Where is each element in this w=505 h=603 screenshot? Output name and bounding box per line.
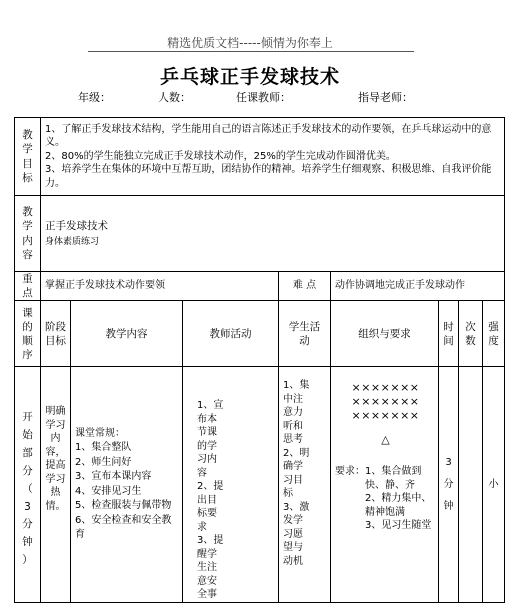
advisor-label: 指导老师： (358, 91, 413, 104)
col-org: 组织与要求 (331, 301, 439, 367)
page-title: 乒乓球正手发球技术 (159, 66, 340, 88)
col-stage: 阶段 目标 (41, 301, 71, 367)
objective-item: 1、了解正手发球技术结构，学生能用自己的语言陈述正手发球技术的动作要领，在乒乓球运动中的意义。 (45, 123, 492, 149)
objective-content (41, 118, 505, 196)
count-label: 人数： (158, 91, 191, 104)
content-row (15, 196, 505, 272)
opening-content (71, 367, 183, 603)
focus-label: 重 点 (15, 272, 41, 301)
formation-row: ××××××× (351, 408, 420, 422)
list-item: 1、集合整队 (75, 442, 132, 454)
requirements-label: 要求： (335, 466, 365, 478)
content-body (41, 196, 505, 272)
focus-row (15, 272, 505, 301)
content-main: 正手发球技术 (45, 220, 108, 233)
difficulty-label: 难 点 (279, 272, 331, 301)
header-divider (88, 51, 414, 52)
col-content: 教学内容 (71, 301, 183, 367)
objective-item: 2、80%的学生能独立完成正手发球技术动作，25%的学生完成动作圆滑优美。 (45, 150, 396, 162)
teacher-position-mark: △ (381, 432, 390, 446)
objective-item: 3、培养学生在集体的环境中互帮互助，团结协作的精神。培养学生仔细观察、积极思维、自我评价能力。 (45, 164, 492, 189)
formation-row: ××××××× (351, 381, 420, 395)
objective-row (15, 118, 505, 196)
difficulty-text: 动作协调地完成正手发球动作 (331, 272, 505, 301)
opening-teacher: 1、宣 布本 节课 的学 习内 容 2、提 出目 标要 求 3、提 醒学 生注 意安 全事 (183, 367, 279, 603)
col-order: 课 的 顺 序 (15, 301, 41, 367)
opening-order: 开 始 部 分 （ 3 分 钟 ） (15, 367, 41, 603)
list-item: 4、安排见习生 (75, 485, 142, 497)
content-sub: 身体素质练习 (45, 236, 100, 247)
list-item: 2、精力集中、精神饱满 (365, 493, 432, 518)
grade-label: 年级： (78, 91, 111, 104)
lesson-plan-table (14, 117, 505, 603)
col-time: 时 间 (439, 301, 459, 367)
opening-row (15, 367, 505, 603)
col-student: 学生活 动 (279, 301, 331, 367)
list-item: 5、检查服装与佩带物 (75, 500, 172, 512)
list-item: 3、宣布本课内容 (75, 471, 152, 483)
opening-time: 3 分 钟 (439, 367, 459, 603)
list-item: 6、安全检查和安全教育 (75, 514, 172, 541)
list-item: 3、见习生随堂 (365, 520, 432, 532)
col-times: 次 数 (459, 301, 483, 367)
content-heading: 课堂常规： (75, 427, 125, 439)
content-label: 教 学 内 容 (15, 196, 41, 272)
column-header-row (15, 301, 505, 367)
formation-diagram (335, 381, 436, 447)
opening-student: 1、集 中注 意力 听和 思考 2、明 确学 习目 标 3、激 发学 习愿 望与 动机 (279, 367, 331, 603)
opening-times (459, 367, 483, 603)
formation-row: ××××××× (351, 395, 420, 409)
col-teacher: 教师活动 (183, 301, 279, 367)
opening-intensity: 小 (483, 367, 505, 603)
objective-label: 教 学 目 标 (15, 118, 41, 196)
opening-stage: 明确 学习 内容， 提高 学习 热情。 (41, 367, 71, 603)
requirements (335, 465, 436, 533)
list-item: 1、集合做到快、静、齐 (365, 466, 422, 491)
teacher-label: 任课教师： (236, 91, 291, 104)
focus-text: 掌握正手发球技术动作要领 (41, 272, 279, 301)
col-intensity: 强 度 (483, 301, 505, 367)
list-item: 2、师生问好 (75, 456, 132, 468)
requirements-list (365, 465, 436, 533)
opening-organization (331, 367, 439, 603)
watermark-header: 精选优质文档-----倾情为你奉上 (167, 36, 333, 50)
